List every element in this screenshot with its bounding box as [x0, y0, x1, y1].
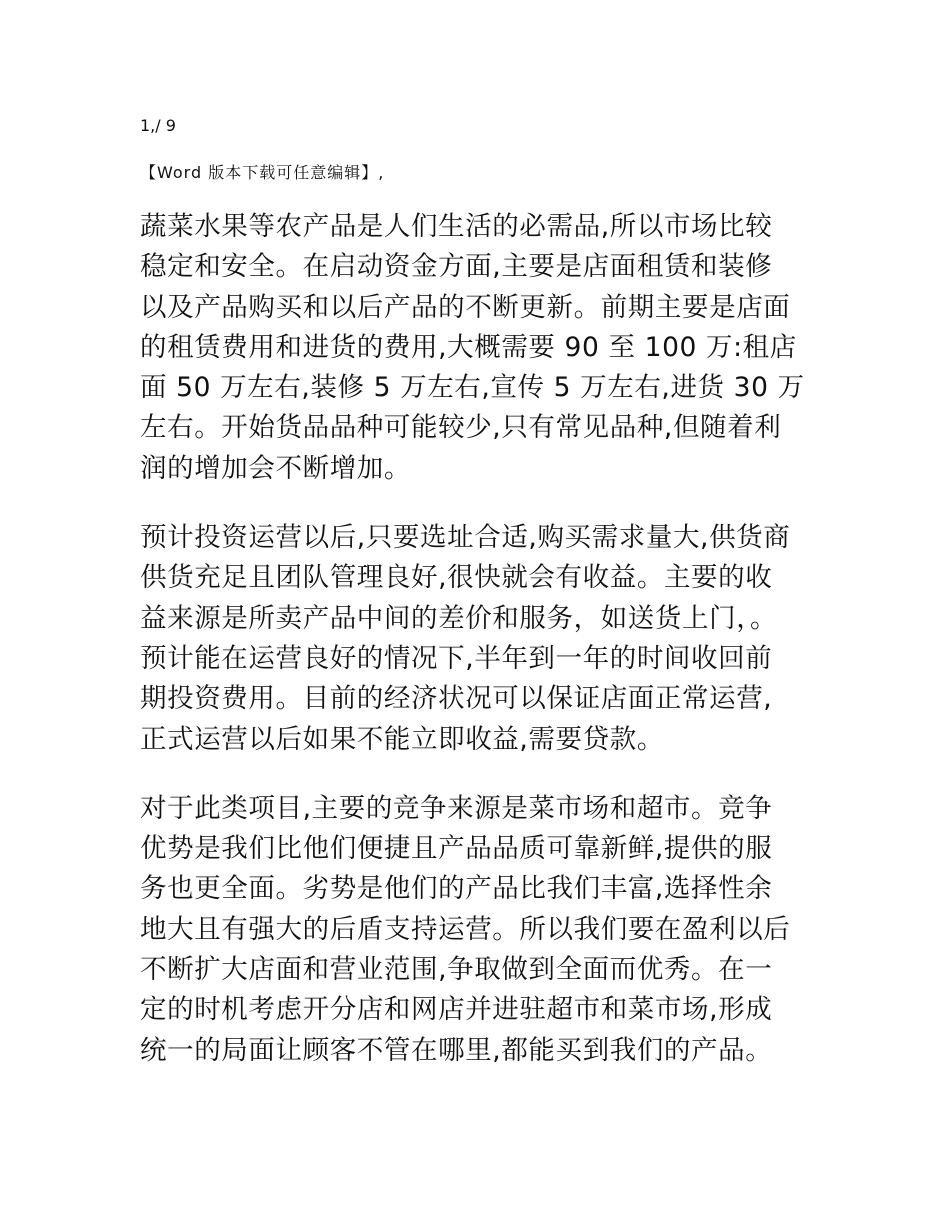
document-body — [140, 207, 830, 1100]
paragraph — [140, 789, 830, 1071]
text-line: 预计能在运营良好的情况下,半年到一年的时间收回前 — [140, 642, 773, 674]
text-line: 期投资费用。目前的经济状况可以保证店面正常运营, — [140, 683, 773, 715]
text-line: 地大且有强大的后盾支持运营。所以我们要在盈利以后 — [140, 913, 791, 945]
text-line: 优势是我们比他们便捷且产品品质可靠新鲜,提供的服 — [140, 833, 773, 865]
paragraph — [140, 518, 830, 760]
text-line: 不断扩大店面和营业范围,争取做到全面而优秀。在一 — [140, 954, 773, 986]
text-line: 以及产品购买和以后产品的不断更新。前期主要是店面 — [140, 291, 791, 323]
text-line: 左右。开始货品品种可能较少,只有常见品种,但随着利 — [140, 412, 782, 444]
text-line: 正式运营以后如果不能立即收益,需要贷款。 — [140, 723, 664, 755]
text-line: 预计投资运营以后,只要选址合适,购买需求量大,供货商 — [140, 522, 791, 554]
text-line: 的租赁费用和进货的费用,大概需要 90 至 100 万:租店 — [140, 331, 797, 363]
text-line: 稳定和安全。在启动资金方面,主要是店面租赁和装修 — [140, 251, 773, 283]
text-line: 供货充足且团队管理良好,很快就会有收益。主要的收 — [140, 562, 773, 594]
text-line: 润的增加会不断增加。 — [140, 452, 411, 484]
text-line: 面 50 万左右,装修 5 万左右,宣传 5 万左右,进货 30 万 — [140, 372, 805, 404]
text-line: 对于此类项目,主要的竞争来源是菜市场和超市。竞争 — [140, 792, 773, 824]
text-line: 蔬菜水果等农产品是人们生活的必需品,所以市场比较 — [140, 211, 773, 242]
page-number: 1,/ 9 — [140, 116, 176, 135]
paragraph — [140, 207, 830, 489]
text-line: 益来源是所卖产品中间的差价和服务，如送货上门，。 — [140, 602, 778, 634]
text-line: 统一的局面让顾客不管在哪里,都能买到我们的产品。 — [140, 1034, 773, 1066]
editable-note: 【Word 版本下载可任意编辑】, — [140, 163, 385, 182]
text-line: 务也更全面。劣势是他们的产品比我们丰富,选择性余 — [140, 873, 773, 905]
text-line: 定的时机考虑开分店和网店并进驻超市和菜市场,形成 — [140, 994, 773, 1026]
